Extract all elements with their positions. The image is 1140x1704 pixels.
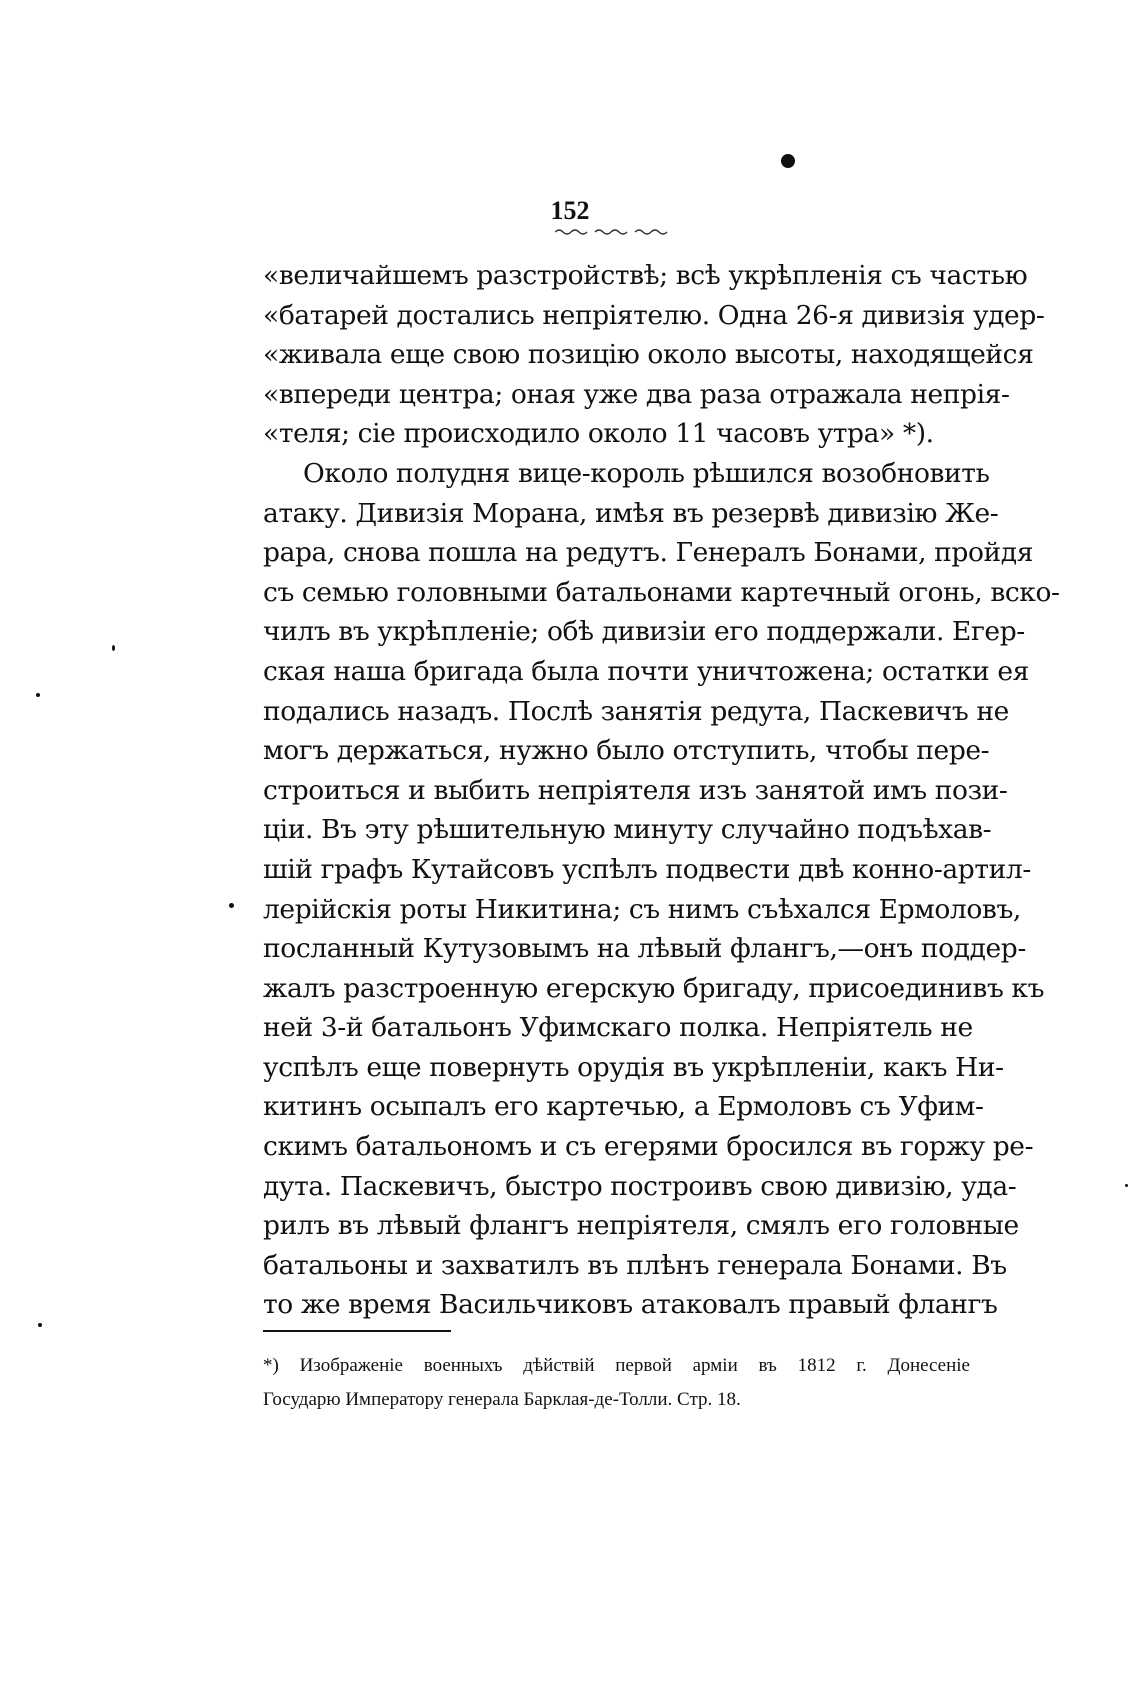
text-line: китинъ осыпалъ его картечью, а Ермоловъ съ Уфим- (263, 1091, 984, 1123)
text-line: «теля; сіе происходило около 11 часовъ утра» *). (263, 418, 934, 450)
text-line: «величайшемъ разстройствѣ; всѣ укрѣпленія съ частью (263, 260, 1028, 291)
text-line: рилъ въ лѣвый флангъ непріятеля, смялъ его головные (263, 1210, 1019, 1242)
footnote-line: *) Изображеніе военныхъ дѣйствій первой арміи въ 1812 г. Донесеніе (263, 1355, 970, 1376)
text-line: чилъ въ укрѣпленіе; обѣ дивизіи его поддержали. Егер- (263, 616, 1025, 648)
footnote-rule (263, 1330, 451, 1332)
text-line: скимъ батальономъ и съ егерями бросился въ горжу ре- (263, 1131, 1034, 1163)
scan-speck (229, 903, 234, 908)
text-line: рара, снова пошла на редутъ. Генералъ Бонами, пройдя (263, 537, 1034, 569)
text-line: Около полудня вице-король рѣшился возобновить (303, 457, 990, 489)
text-line: подались назадъ. Послѣ занятія редута, Паскевичъ не (263, 695, 1009, 727)
text-line: ней 3-й батальонъ Уфимскаго полка. Непріятель не (263, 1012, 973, 1044)
text-line: ская наша бригада была почти уничтожена; остатки ея (263, 655, 1029, 687)
body-text (263, 256, 1060, 1325)
text-line: шій графъ Кутайсовъ успѣлъ подвести двѣ конно-артил- (263, 853, 1031, 885)
scan-speck (781, 154, 795, 168)
text-line: успѣлъ еще повернуть орудія въ укрѣпленіи, какъ Ни- (263, 1051, 1004, 1083)
footnote (263, 1349, 970, 1417)
text-line: то же время Васильчиковъ атаковалъ правый флангъ (263, 1289, 998, 1321)
scan-speck (1125, 1184, 1128, 1187)
text-line: ціи. Въ эту рѣшительную минуту случайно подъѣхав- (263, 814, 992, 846)
text-line: «впереди центра; оная уже два раза отражала непрія- (263, 378, 1010, 410)
text-line: посланный Кутузовымъ на лѣвый флангъ,—онъ поддер- (263, 933, 1026, 965)
text-line: «живала еще свою позицію около высоты, находящейся (263, 339, 1034, 371)
text-line: «батарей достались непріятелю. Одна 26-я дивизія удер- (263, 299, 1045, 331)
page-number: 152 (550, 196, 590, 225)
scan-speck (36, 693, 40, 697)
text-line: дута. Паскевичъ, быстро построивъ свою дивизію, уда- (263, 1170, 1017, 1202)
text-line: батальоны и захватилъ въ плѣнъ генерала Бонами. Въ (263, 1249, 1007, 1281)
scan-speck (38, 1323, 42, 1327)
text-line: съ семью головными батальонами картечный огонь, вско- (263, 576, 1060, 608)
scan-speck (112, 645, 115, 651)
text-line: атаку. Дивизія Морана, имѣя въ резервѣ дивизію Же- (263, 497, 999, 529)
text-line: лерійскія роты Никитина; съ нимъ съѣхался Ермоловъ, (263, 893, 1021, 925)
ornament-divider (555, 226, 671, 236)
text-line: жалъ разстроенную егерскую бригаду, присоединивъ къ (263, 972, 1045, 1004)
text-line: могъ держаться, нужно было отступить, чтобы пере- (263, 735, 990, 767)
footnote-line: Государю Императору генерала Барклая-де-Толли. Стр. 18. (263, 1389, 741, 1410)
text-line: строиться и выбить непріятеля изъ занятой имъ пози- (263, 774, 1008, 806)
